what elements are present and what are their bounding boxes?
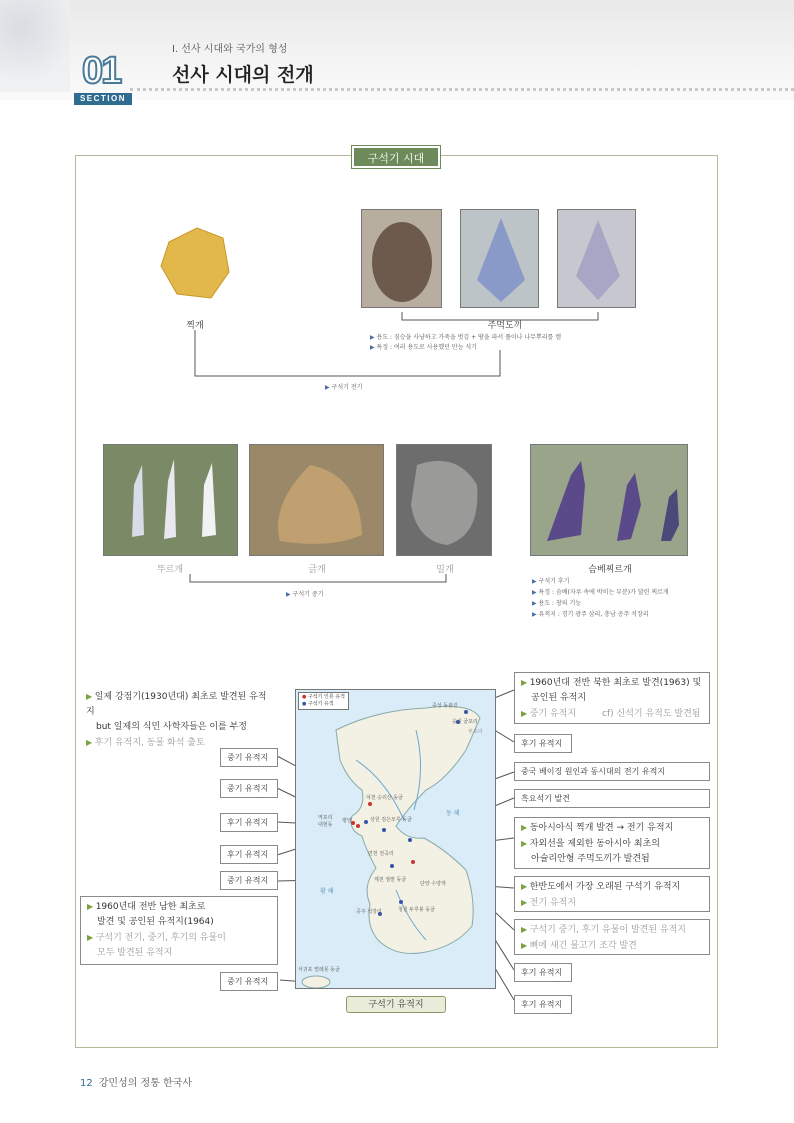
period-middle-label: ▶ 구석기 중기 bbox=[286, 591, 324, 598]
chapter-title: Ⅰ. 선사 시대와 국가의 형성 bbox=[172, 44, 288, 55]
handaxe-note-1: ▶ 용도 : 짐승을 사냥하고 가죽을 벗김 + 땅을 파서 풀이나 나무뿌리를 캠 bbox=[370, 334, 562, 341]
right-box-5-line2: ▶ 자외선을 제외한 동아시아 최초의 bbox=[521, 839, 661, 849]
place-geomeunmoru: 상원 검은모루 동굴 bbox=[370, 817, 412, 823]
right-box-1-line2: 공인된 유적지 bbox=[531, 693, 587, 703]
handaxe-photo-2 bbox=[460, 209, 539, 308]
paleolithic-site-map bbox=[295, 689, 496, 989]
place-billemot: 서귀포 빌레못 동굴 bbox=[298, 967, 340, 973]
right-box-7 bbox=[514, 919, 710, 955]
tanged-note-1: ▶ 구석기 후기 bbox=[532, 578, 570, 585]
right-box-7-grey1: ▶ 구석기 중기, 후기 유물이 발견된 유적지 bbox=[521, 925, 686, 935]
handaxe-photo-3 bbox=[557, 209, 636, 308]
left-box-7 bbox=[80, 896, 278, 965]
page-header bbox=[0, 0, 794, 103]
place-gulpori: 웅기 굴포리 bbox=[452, 719, 478, 725]
left-box-1-grey: ▶ 후기 유적지, 동물 화석 출토 bbox=[86, 738, 205, 748]
right-box-6-line1: ▶ 한반도에서 가장 오래된 구석기 유적지 bbox=[521, 882, 681, 892]
borer-photo bbox=[103, 444, 238, 556]
book-title: 강민성의 정통 한국사 bbox=[98, 1078, 193, 1089]
section-number: 01 bbox=[82, 50, 121, 92]
place-seokjangri: 공주 석장리 bbox=[356, 909, 382, 915]
tanged-note-3: ▶ 용도 : 창의 기능 bbox=[532, 600, 582, 607]
handaxe-caption: 주먹도끼 bbox=[487, 321, 523, 331]
handaxe-note-2: ▶ 특징 : 여러 용도로 사용했던 만능 석기 bbox=[370, 344, 477, 351]
right-box-4: 흑요석기 발견 bbox=[514, 789, 710, 808]
right-box-8: 후기 유적지 bbox=[514, 963, 572, 982]
endscraper-photo bbox=[396, 444, 492, 556]
left-box-7-grey2: 모두 발견된 유적지 bbox=[97, 948, 173, 958]
tanged-note-2: ▶ 특징 : 슴베(자루 속에 박히는 부분)가 달린 찌르개 bbox=[532, 589, 669, 596]
legend-item-human: ● 구석기 인류 유적 bbox=[302, 694, 345, 700]
left-box-3: 중기 유적지 bbox=[220, 779, 278, 798]
place-jongseong: 종성 동관진 bbox=[432, 703, 458, 709]
right-box-2: 후기 유적지 bbox=[514, 734, 572, 753]
left-box-7-line2: 발견 및 공인된 유적지(1964) bbox=[97, 917, 214, 927]
left-box-4: 후기 유적지 bbox=[220, 813, 278, 832]
panel-tag: 구석기 시대 bbox=[352, 146, 440, 168]
tanged-note-4: ▶ 유적지 : 경기 광주 삼리, 충남 공주 석장리 bbox=[532, 611, 649, 618]
map-title: 구석기 유적지 bbox=[346, 996, 446, 1013]
right-box-1-line1: ▶ 1960년대 전반 북한 최초로 발견(1963) 및 bbox=[521, 678, 702, 688]
right-box-7-grey2: ▶ 뼈에 새긴 물고기 조각 발견 bbox=[521, 941, 637, 951]
chopper-photo bbox=[155, 222, 235, 304]
left-box-1-line2: but 일제의 식민 사학자들은 이를 부정 bbox=[96, 722, 247, 732]
page-title: 선사 시대의 전개 bbox=[172, 64, 314, 86]
place-durubong: 청원 두루봉 동굴 bbox=[398, 907, 435, 913]
scraper-caption: 긁개 bbox=[308, 565, 326, 575]
right-box-3: 중국 베이징 원인과 동시대의 전기 유적지 bbox=[514, 762, 710, 781]
place-jeommal: 제천 점말 동굴 bbox=[374, 877, 407, 883]
header-dotted-rule bbox=[130, 88, 794, 92]
left-box-6: 중기 유적지 bbox=[220, 871, 278, 890]
right-box-5-line1: ▶ 동아시아식 찍개 발견 → 전기 유적지 bbox=[521, 823, 674, 833]
left-box-2: 중기 유적지 bbox=[220, 748, 278, 767]
left-box-7-grey1: ▶ 구석기 전기, 중기, 후기의 유물이 bbox=[87, 933, 226, 943]
flower-decoration bbox=[0, 0, 70, 92]
place-daehyeondong: 대현동 bbox=[318, 822, 333, 828]
place-bupori: 부포리 bbox=[468, 729, 483, 735]
right-box-9: 후기 유적지 bbox=[514, 995, 572, 1014]
left-box-1 bbox=[80, 687, 278, 748]
borer-caption: 뚜르개 bbox=[156, 565, 184, 575]
scraper-photo bbox=[249, 444, 384, 556]
chopper-caption: 찍개 bbox=[186, 321, 204, 331]
section-label: SECTION bbox=[74, 93, 132, 105]
sea-label-east: 동 해 bbox=[446, 810, 460, 817]
endscraper-caption: 밀개 bbox=[436, 565, 454, 575]
left-box-1-line1: ▶ 일제 강점기(1930년대) 최초로 발견된 유적지 bbox=[86, 692, 267, 717]
right-box-5 bbox=[514, 817, 710, 869]
right-box-6-grey: ▶ 전기 유적지 bbox=[521, 898, 577, 908]
right-box-6 bbox=[514, 876, 710, 912]
place-yeokpori: 역포리 bbox=[318, 815, 333, 821]
place-suyanggae: 단양 수양개 bbox=[420, 881, 446, 887]
tanged-point-caption: 슴베찌르개 bbox=[588, 565, 632, 575]
sea-label-west: 황 해 bbox=[320, 888, 334, 895]
right-box-1 bbox=[514, 672, 710, 724]
place-jeongokri: 연천 전곡리 bbox=[368, 851, 394, 857]
legend-item-site: ● 구석기 유적 bbox=[302, 701, 334, 707]
left-box-5: 후기 유적지 bbox=[220, 845, 278, 864]
right-box-5-line3: 아슐리안형 주먹도끼가 발견됨 bbox=[531, 854, 650, 864]
tanged-point-photo bbox=[530, 444, 688, 556]
place-pyongyang: 평양 bbox=[342, 818, 352, 824]
page-footer bbox=[80, 1074, 192, 1089]
place-seungnisan: 덕천 승리산 동굴 bbox=[366, 795, 403, 801]
map-legend bbox=[298, 692, 349, 710]
left-box-8: 중기 유적지 bbox=[220, 972, 278, 991]
right-box-1-grey: ▶ 중기 유적지 cf) 신석기 유적도 발견됨 bbox=[521, 709, 701, 719]
period-early-label: ▶ 구석기 전기 bbox=[325, 384, 363, 391]
page-number: 12 bbox=[80, 1078, 93, 1089]
handaxe-photo-1 bbox=[361, 209, 442, 308]
left-box-7-line1: ▶ 1960년대 전반 남한 최초로 bbox=[87, 902, 206, 912]
